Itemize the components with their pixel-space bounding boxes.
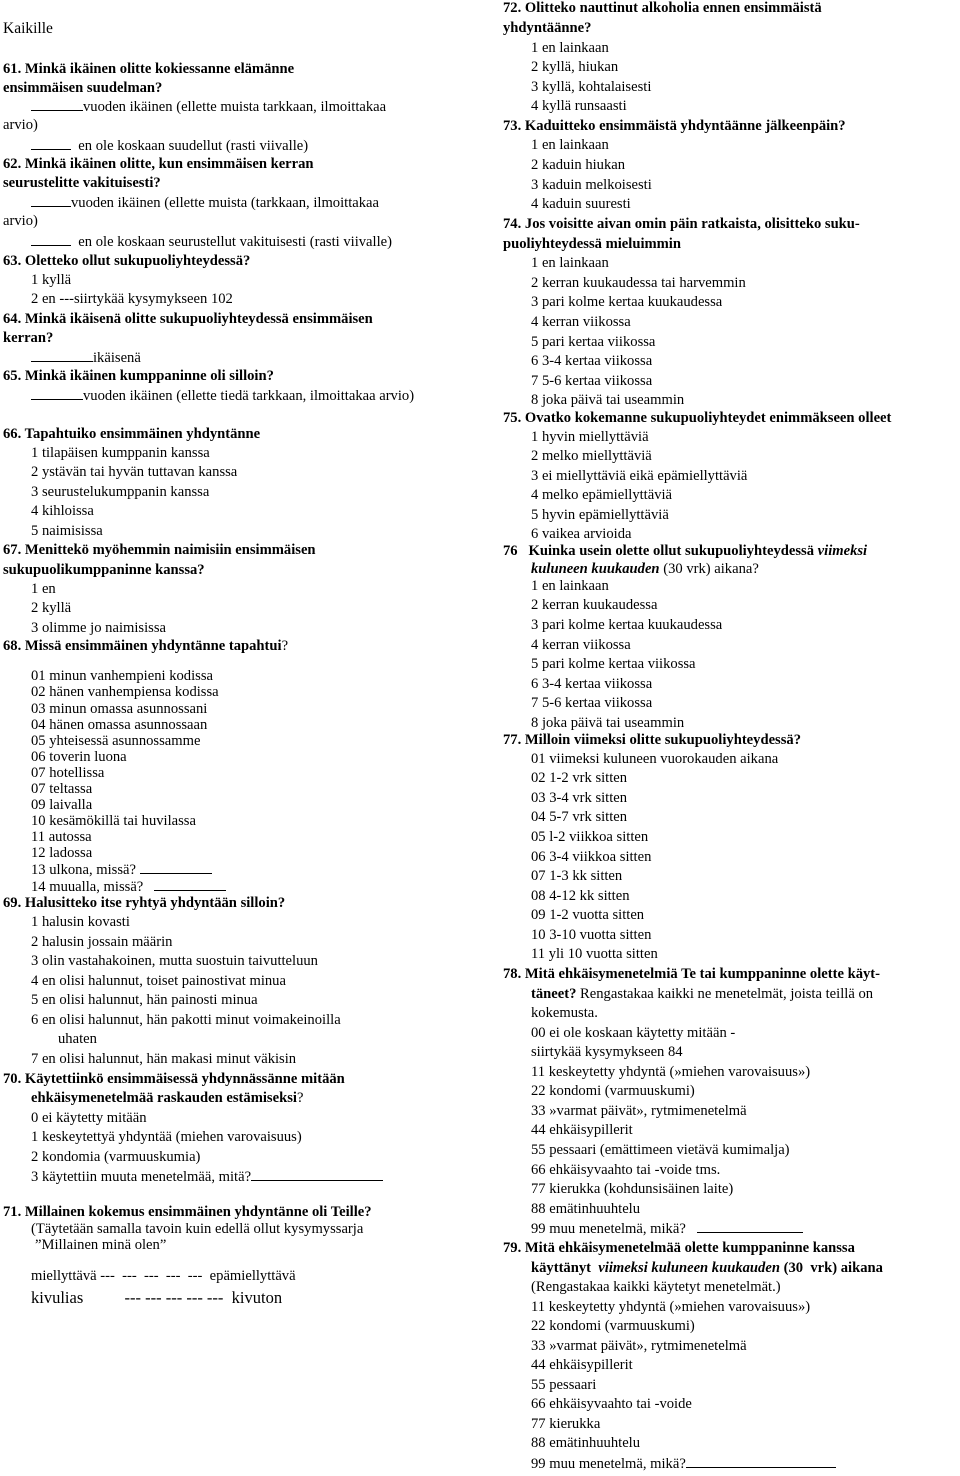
q65-title: 65. Minkä ikäinen kumppaninne oli silloin? xyxy=(3,368,274,384)
q79-title-cont2: (Rengastakaa kaikki käytetyt menetelmät.) xyxy=(531,1279,781,1295)
q72-title-cont: yhdyntäänne? xyxy=(503,20,592,36)
q70-option-1[interactable]: 1 keskeytettyä yhdyntää (miehen varovaisuus) xyxy=(31,1129,302,1145)
q79-option-22[interactable]: 22 kondomi (varmuuskumi) xyxy=(531,1318,695,1334)
q72-option-4[interactable]: 4 kyllä runsaasti xyxy=(531,98,627,114)
q70-title-cont: ehkäisymenetelmää raskauden estämiseksi? xyxy=(31,1090,304,1106)
q78-option-11[interactable]: 11 keskeytetty yhdyntä (»miehen varovaisuus») xyxy=(531,1064,811,1080)
q77-title: 77. Milloin viimeksi olitte sukupuoliyhteydessä? xyxy=(503,732,801,748)
q71-note: (Täytetään samalla tavoin kuin edellä ollut kysymyssarja xyxy=(31,1221,364,1237)
q68-option-07b[interactable]: 07 teltassa xyxy=(31,781,93,797)
q61-age-blank[interactable] xyxy=(31,98,83,111)
q79-option-11[interactable]: 11 keskeytetty yhdyntä (»miehen varovaisuus») xyxy=(531,1299,811,1315)
section-heading: Kaikille xyxy=(3,20,53,37)
q68-option-12[interactable]: 12 ladossa xyxy=(31,845,93,861)
q76-option-7[interactable]: 7 5-6 kertaa viikossa xyxy=(531,695,653,711)
q70-option-0[interactable]: 0 ei käytetty mitään xyxy=(31,1110,147,1126)
q68-option-11[interactable]: 11 autossa xyxy=(31,829,92,845)
q73-option-1[interactable]: 1 en lainkaan xyxy=(531,137,609,153)
q69-title: 69. Halusitteko itse ryhtyä yhdyntään silloin? xyxy=(3,895,286,911)
q70-title: 70. Käytettiinkö ensimmäisessä yhdynnässänne mitään xyxy=(3,1071,345,1087)
q78-title-cont2: kokemusta. xyxy=(531,1005,598,1021)
q72-option-2[interactable]: 2 kyllä, hiukan xyxy=(531,59,619,75)
q78-option-55[interactable]: 55 pessaari (emättimeen vietävä kumimalja) xyxy=(531,1142,790,1158)
q64-option-age: ikäisenä xyxy=(31,349,141,367)
q78-option-77[interactable]: 77 kierukka (kohdunsisäinen laite) xyxy=(531,1181,734,1197)
q75-option-2[interactable]: 2 melko miellyttäviä xyxy=(531,448,652,464)
q68-option-03[interactable]: 03 minun omassa asunnossani xyxy=(31,701,208,717)
q78-option-66[interactable]: 66 ehkäisyvaahto tai -voide tms. xyxy=(531,1162,721,1178)
q68-option-06[interactable]: 06 toverin luona xyxy=(31,749,127,765)
q69-option-5[interactable]: 5 en olisi halunnut, hän painosti minua xyxy=(31,992,258,1008)
q63-option-2[interactable]: 2 en ---siirtykää kysymykseen 102 xyxy=(31,291,233,307)
q72-option-3[interactable]: 3 kyllä, kohtalaisesti xyxy=(531,79,652,95)
q73-option-4[interactable]: 4 kaduin suuresti xyxy=(531,196,631,212)
q77-option-02[interactable]: 02 1-2 vrk sitten xyxy=(531,770,628,786)
q74-option-8[interactable]: 8 joka päivä tai useammin xyxy=(531,392,685,408)
q62-option-never: en ole koskaan seurustellut vakituisesti (rasti viivalle) xyxy=(31,233,392,251)
q73-option-2[interactable]: 2 kaduin hiukan xyxy=(531,157,626,173)
q65-age-blank[interactable] xyxy=(31,387,83,400)
q78-option-99[interactable]: 99 muu menetelmä, mikä? xyxy=(531,1220,803,1238)
q66-title: 66. Tapahtuiko ensimmäinen yhdyntänne xyxy=(3,426,261,442)
q74-option-2[interactable]: 2 kerran kuukaudessa tai harvemmin xyxy=(531,275,746,291)
q75-option-1[interactable]: 1 hyvin miellyttäviä xyxy=(531,429,649,445)
q61-option-age: vuoden ikäinen (ellette muista tarkkaan, ilmoittakaa xyxy=(31,98,386,116)
q76-option-3[interactable]: 3 pari kolme kertaa kuukaudessa xyxy=(531,617,723,633)
q70-option-3[interactable]: 3 käytettiin muuta menetelmää, mitä? xyxy=(31,1168,383,1186)
q68-option-14[interactable]: 14 muualla, missä? xyxy=(31,878,226,896)
q71-scale-pleasant[interactable]: miellyttävä --- --- --- --- --- epämiellyttävä xyxy=(31,1268,296,1284)
q66-option-4[interactable]: 4 kihloissa xyxy=(31,503,94,519)
q75-option-4[interactable]: 4 melko epämiellyttäviä xyxy=(531,487,673,503)
q79-option-99[interactable]: 99 muu menetelmä, mikä? xyxy=(531,1455,836,1473)
q79-option-77[interactable]: 77 kierukka xyxy=(531,1416,601,1432)
q78-title: 78. Mitä ehkäisymenetelmiä Te tai kumppaninne olette käyt- xyxy=(503,966,881,982)
q64-age-blank[interactable] xyxy=(31,349,93,362)
q76-option-4[interactable]: 4 kerran viikossa xyxy=(531,637,631,653)
q66-option-2[interactable]: 2 ystävän tai hyvän tuttavan kanssa xyxy=(31,464,238,480)
q74-option-4[interactable]: 4 kerran viikossa xyxy=(531,314,631,330)
q79-option-66[interactable]: 66 ehkäisyvaahto tai -voide xyxy=(531,1396,692,1412)
q68-option-09[interactable]: 09 laivalla xyxy=(31,797,93,813)
q78-99-blank[interactable] xyxy=(697,1220,803,1233)
q73-option-3[interactable]: 3 kaduin melkoisesti xyxy=(531,177,652,193)
q76-option-6[interactable]: 6 3-4 kertaa viikossa xyxy=(531,676,653,692)
q76-title-cont: kuluneen kuukauden (30 vrk) aikana? xyxy=(531,561,759,577)
q76-title: 76 Kuinka usein olette ollut sukupuoliyhteydessä viimeksi xyxy=(503,543,868,559)
q68-title: 68. Missä ensimmäinen yhdyntänne tapahtui? xyxy=(3,638,289,654)
q79-option-55[interactable]: 55 pessaari xyxy=(531,1377,597,1393)
q79-option-44[interactable]: 44 ehkäisypillerit xyxy=(531,1357,633,1373)
q61-title-cont: ensimmäisen suudelman? xyxy=(3,80,163,96)
q69-option-2[interactable]: 2 halusin jossain määrin xyxy=(31,934,173,950)
q71-note-cont: ”Millainen minä olen” xyxy=(35,1237,167,1253)
q78-option-22[interactable]: 22 kondomi (varmuuskumi) xyxy=(531,1083,695,1099)
q68-option-02[interactable]: 02 hänen vanhempiensa kodissa xyxy=(31,684,219,700)
q78-option-88[interactable]: 88 emätinhuuhtelu xyxy=(531,1201,641,1217)
q70-3-blank[interactable] xyxy=(251,1168,383,1181)
q74-title-cont: puoliyhteydessä mieluimmin xyxy=(503,236,681,252)
q74-option-6[interactable]: 6 3-4 kertaa viikossa xyxy=(531,353,653,369)
q74-option-1[interactable]: 1 en lainkaan xyxy=(531,255,609,271)
q67-option-2[interactable]: 2 kyllä xyxy=(31,600,72,616)
q67-option-1[interactable]: 1 en xyxy=(31,581,56,597)
q65-option-age: vuoden ikäinen (ellette tiedä tarkkaan, ilmoittakaa arvio) xyxy=(31,387,414,405)
q71-title: 71. Millainen kokemus ensimmäinen yhdyntänne oli Teille? xyxy=(3,1204,372,1220)
q69-option-6-cont: uhaten xyxy=(58,1031,97,1047)
q68-option-01[interactable]: 01 minun vanhempieni kodissa xyxy=(31,668,213,684)
q77-option-03[interactable]: 03 3-4 vrk sitten xyxy=(531,790,628,806)
q69-option-3[interactable]: 3 olin vastahakoinen, mutta suostuin taivutteluun xyxy=(31,953,318,969)
q66-option-5[interactable]: 5 naimisissa xyxy=(31,523,103,539)
q69-option-1[interactable]: 1 halusin kovasti xyxy=(31,914,130,930)
q64-title-cont: kerran? xyxy=(3,330,54,346)
q79-title-cont: käyttänyt viimeksi kuluneen kuukauden (30 vrk) aikana xyxy=(531,1260,883,1276)
q76-option-1[interactable]: 1 en lainkaan xyxy=(531,578,609,594)
q75-option-5[interactable]: 5 hyvin epämiellyttäviä xyxy=(531,507,669,523)
q72-option-1[interactable]: 1 en lainkaan xyxy=(531,40,609,56)
q63-title: 63. Oletteko ollut sukupuoliyhteydessä? xyxy=(3,253,251,269)
q77-option-05[interactable]: 05 l-2 viikkoa sitten xyxy=(531,829,649,845)
q69-option-4[interactable]: 4 en olisi halunnut, toiset painostivat minua xyxy=(31,973,286,989)
q64-title: 64. Minkä ikäisenä olitte sukupuoliyhteydessä ensimmäisen xyxy=(3,311,373,327)
q68-14-blank[interactable] xyxy=(154,878,226,891)
q75-option-6[interactable]: 6 vaikea arvioida xyxy=(531,526,632,542)
q74-option-3[interactable]: 3 pari kolme kertaa kuukaudessa xyxy=(531,294,723,310)
q69-option-6[interactable]: 6 en olisi halunnut, hän pakotti minut voimakeinoilla xyxy=(31,1012,341,1028)
q77-option-04[interactable]: 04 5-7 vrk sitten xyxy=(531,809,628,825)
q61-never-blank[interactable] xyxy=(31,137,71,150)
q63-option-1[interactable]: 1 kyllä xyxy=(31,272,72,288)
q79-option-33[interactable]: 33 »varmat päivät», rytmimenetelmä xyxy=(531,1338,747,1354)
q66-option-1[interactable]: 1 tilapäisen kumppanin kanssa xyxy=(31,445,210,461)
q76-option-8[interactable]: 8 joka päivä tai useammin xyxy=(531,715,685,731)
q79-title: 79. Mitä ehkäisymenetelmää olette kumppaninne kanssa xyxy=(503,1240,855,1256)
q77-option-08[interactable]: 08 4-12 kk sitten xyxy=(531,888,630,904)
q79-99-blank[interactable] xyxy=(686,1455,836,1468)
q67-title: 67. Menittekö myöhemmin naimisiin ensimmäisen xyxy=(3,542,316,558)
q74-title: 74. Jos voisitte aivan omin päin ratkaista, olisitteko suku- xyxy=(503,216,860,232)
q78-option-00[interactable]: 00 ei ole koskaan käytetty mitään - xyxy=(531,1025,736,1041)
q61-option-never: en ole koskaan suudellut (rasti viivalle) xyxy=(31,137,308,155)
q74-option-5[interactable]: 5 pari kertaa viikossa xyxy=(531,334,656,350)
q79-option-88[interactable]: 88 emätinhuuhtelu xyxy=(531,1435,641,1451)
q77-option-01[interactable]: 01 viimeksi kuluneen vuorokauden aikana xyxy=(531,751,779,767)
q61-option-age-cont: arvio) xyxy=(3,117,38,133)
q62-never-blank[interactable] xyxy=(31,233,71,246)
q66-option-3[interactable]: 3 seurustelukumppanin kanssa xyxy=(31,484,210,500)
q76-option-2[interactable]: 2 kerran kuukaudessa xyxy=(531,597,658,613)
q74-option-7[interactable]: 7 5-6 kertaa viikossa xyxy=(531,373,653,389)
q77-option-09[interactable]: 09 1-2 vuotta sitten xyxy=(531,907,645,923)
q78-option-33[interactable]: 33 »varmat päivät», rytmimenetelmä xyxy=(531,1103,747,1119)
q68-option-05[interactable]: 05 yhteisessä asunnossamme xyxy=(31,733,201,749)
q68-option-04[interactable]: 04 hänen omassa asunnossaan xyxy=(31,717,208,733)
q67-title-cont: sukupuolikumppaninne kanssa? xyxy=(3,562,205,578)
q71-scale-painful[interactable]: kivulias --- --- --- --- --- kivuton xyxy=(31,1288,283,1307)
q70-option-2[interactable]: 2 kondomia (varmuuskumia) xyxy=(31,1149,201,1165)
q78-option-00-cont: siirtykää kysymykseen 84 xyxy=(531,1044,683,1060)
q76-option-5[interactable]: 5 pari kolme kertaa viikossa xyxy=(531,656,696,672)
q68-option-10[interactable]: 10 kesämökillä tai huvilassa xyxy=(31,813,196,829)
q77-option-11[interactable]: 11 yli 10 vuotta sitten xyxy=(531,946,658,962)
q62-age-blank[interactable] xyxy=(31,194,71,207)
q77-option-10[interactable]: 10 3-10 vuotta sitten xyxy=(531,927,652,943)
q61-title: 61. Minkä ikäinen olitte kokiessanne elämänne xyxy=(3,61,295,77)
q62-title-cont: seurustelitte vakituisesti? xyxy=(3,175,161,191)
q62-option-age: vuoden ikäinen (ellette muista (tarkkaan, ilmoittakaa xyxy=(31,194,379,212)
q75-title: 75. Ovatko kokemanne sukupuoliyhteydet enimmäkseen olleet xyxy=(503,410,892,426)
q73-title: 73. Kaduitteko ensimmäistä yhdyntäänne jälkeenpäin? xyxy=(503,118,846,134)
q78-title-cont: täneet? Rengastakaa kaikki ne menetelmät, joista teillä on xyxy=(531,986,874,1002)
q62-title: 62. Minkä ikäinen olitte, kun ensimmäisen kerran xyxy=(3,156,314,172)
q78-option-44[interactable]: 44 ehkäisypillerit xyxy=(531,1122,633,1138)
q62-option-age-cont: arvio) xyxy=(3,213,38,229)
q68-option-07[interactable]: 07 hotellissa xyxy=(31,765,105,781)
q68-13-blank[interactable] xyxy=(140,861,212,874)
q72-title: 72. Olitteko nauttinut alkoholia ennen ensimmäistä xyxy=(503,0,822,16)
q77-option-07[interactable]: 07 1-3 kk sitten xyxy=(531,868,623,884)
q75-option-3[interactable]: 3 ei miellyttäviä eikä epämiellyttäviä xyxy=(531,468,748,484)
q67-option-3[interactable]: 3 olimme jo naimisissa xyxy=(31,620,166,636)
q68-option-13[interactable]: 13 ulkona, missä? xyxy=(31,861,212,879)
q77-option-06[interactable]: 06 3-4 viikkoa sitten xyxy=(531,849,652,865)
q69-option-7[interactable]: 7 en olisi halunnut, hän makasi minut väkisin xyxy=(31,1051,297,1067)
